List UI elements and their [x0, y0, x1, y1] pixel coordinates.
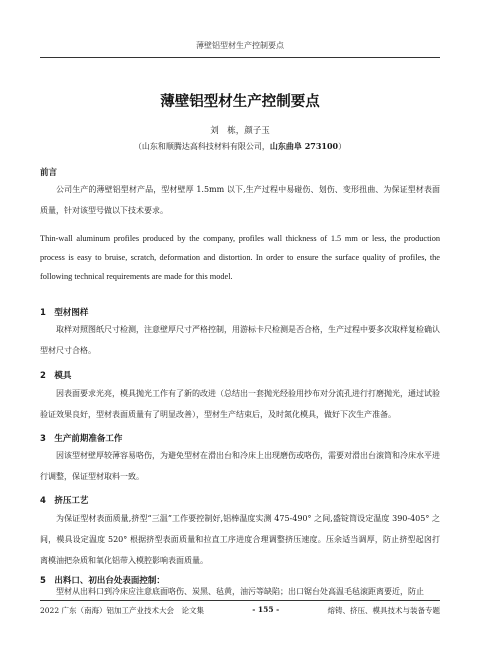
- affiliation-prefix: （山东和顺腾达高科技材料有限公司，: [133, 142, 270, 151]
- authors: 刘 栋，颜子玉: [210, 126, 270, 136]
- section-text-2: 因表面要求光亮，模具抛光工作有了新的改进（总结出一套抛光经验用抄布对分流孔进行打磨抛光，通过试验验证效果良好，型材表面质量有了明显改善），型材生产结束后，及时氮化模具，做好下次生产准备。: [40, 389, 440, 419]
- paper-title: 薄壁铝型材生产控制要点: [160, 94, 320, 110]
- running-head: 薄壁铝型材生产控制要点: [40, 40, 440, 58]
- affiliation-place: 山东曲阜 273100: [269, 141, 339, 151]
- affiliation-suffix: ）: [338, 142, 347, 151]
- page-footer: [40, 600, 440, 616]
- preface-heading: 前言: [40, 168, 58, 178]
- preface-paragraph-en: Thin-wall aluminum profiles produced by the company, profiles wall thickness of 1.5 mm or less, the production process is easy to bruise, scratch, deformation and distortion. In order to ensure the surface quality of profiles, the following technical requirements are made for this model.: [40, 234, 440, 281]
- section-text-1: 取样对照图纸尺寸检测，注意壁厚尺寸严格控制，用游标卡尺检测是否合格，生产过程中要多次取样复检确认型材尺寸合格。: [40, 325, 440, 355]
- footer-proceedings: 2022 广东（南海）铝加工产业技术大会 论文集: [40, 606, 204, 615]
- section-heading-2: 2 模具: [40, 371, 72, 381]
- section-text-4: 为保证型材表面质量,挤型“三温”工作要控制好,铝棒温度实测 475-490° 之间,盛锭筒设定温度 390-405° 之间，模具设定温度 520° 根据挤型表面质量和拉直工序进度合理调整挤压速度。压余适当调厚，防止挤型起囟打离模油把杂质和氧化铝带入模腔影响表面质量。: [40, 514, 440, 565]
- section-heading-4: 4 挤压工艺: [40, 496, 89, 506]
- affiliation: [0, 141, 480, 152]
- section-text-3: 因该型材壁厚较薄容易咯伤，为避免型材在滑出台和冷床上出现磨伤或咯伤，需要对滑出台滚筒和冷床水平进行调整，保证型材取料一致。: [40, 451, 440, 481]
- section-heading-5: 5 出料口、初出台处表面控制：: [40, 576, 165, 586]
- section-text-5: 型材从出料口到冷床应注意底面咯伤、炭黑、毡黄，油污等缺陷；出口锯台处高温毛毡滚距离要近，防止: [56, 587, 424, 596]
- section-heading-1: 1 型材图样: [40, 308, 89, 318]
- preface-paragraph-cn: 公司生产的薄壁铝型材产品，型材壁厚 1.5mm 以下,生产过程中易碰伤、划伤、变形扭曲、为保证型材表面质量，针对该型号做以下技术要求。: [40, 185, 440, 215]
- section-heading-3: 3 生产前期准备工作: [40, 434, 123, 444]
- page-number: - 155 -: [252, 605, 280, 614]
- footer-topic: 熔铸、挤压、模具技术与装备专题: [327, 606, 440, 615]
